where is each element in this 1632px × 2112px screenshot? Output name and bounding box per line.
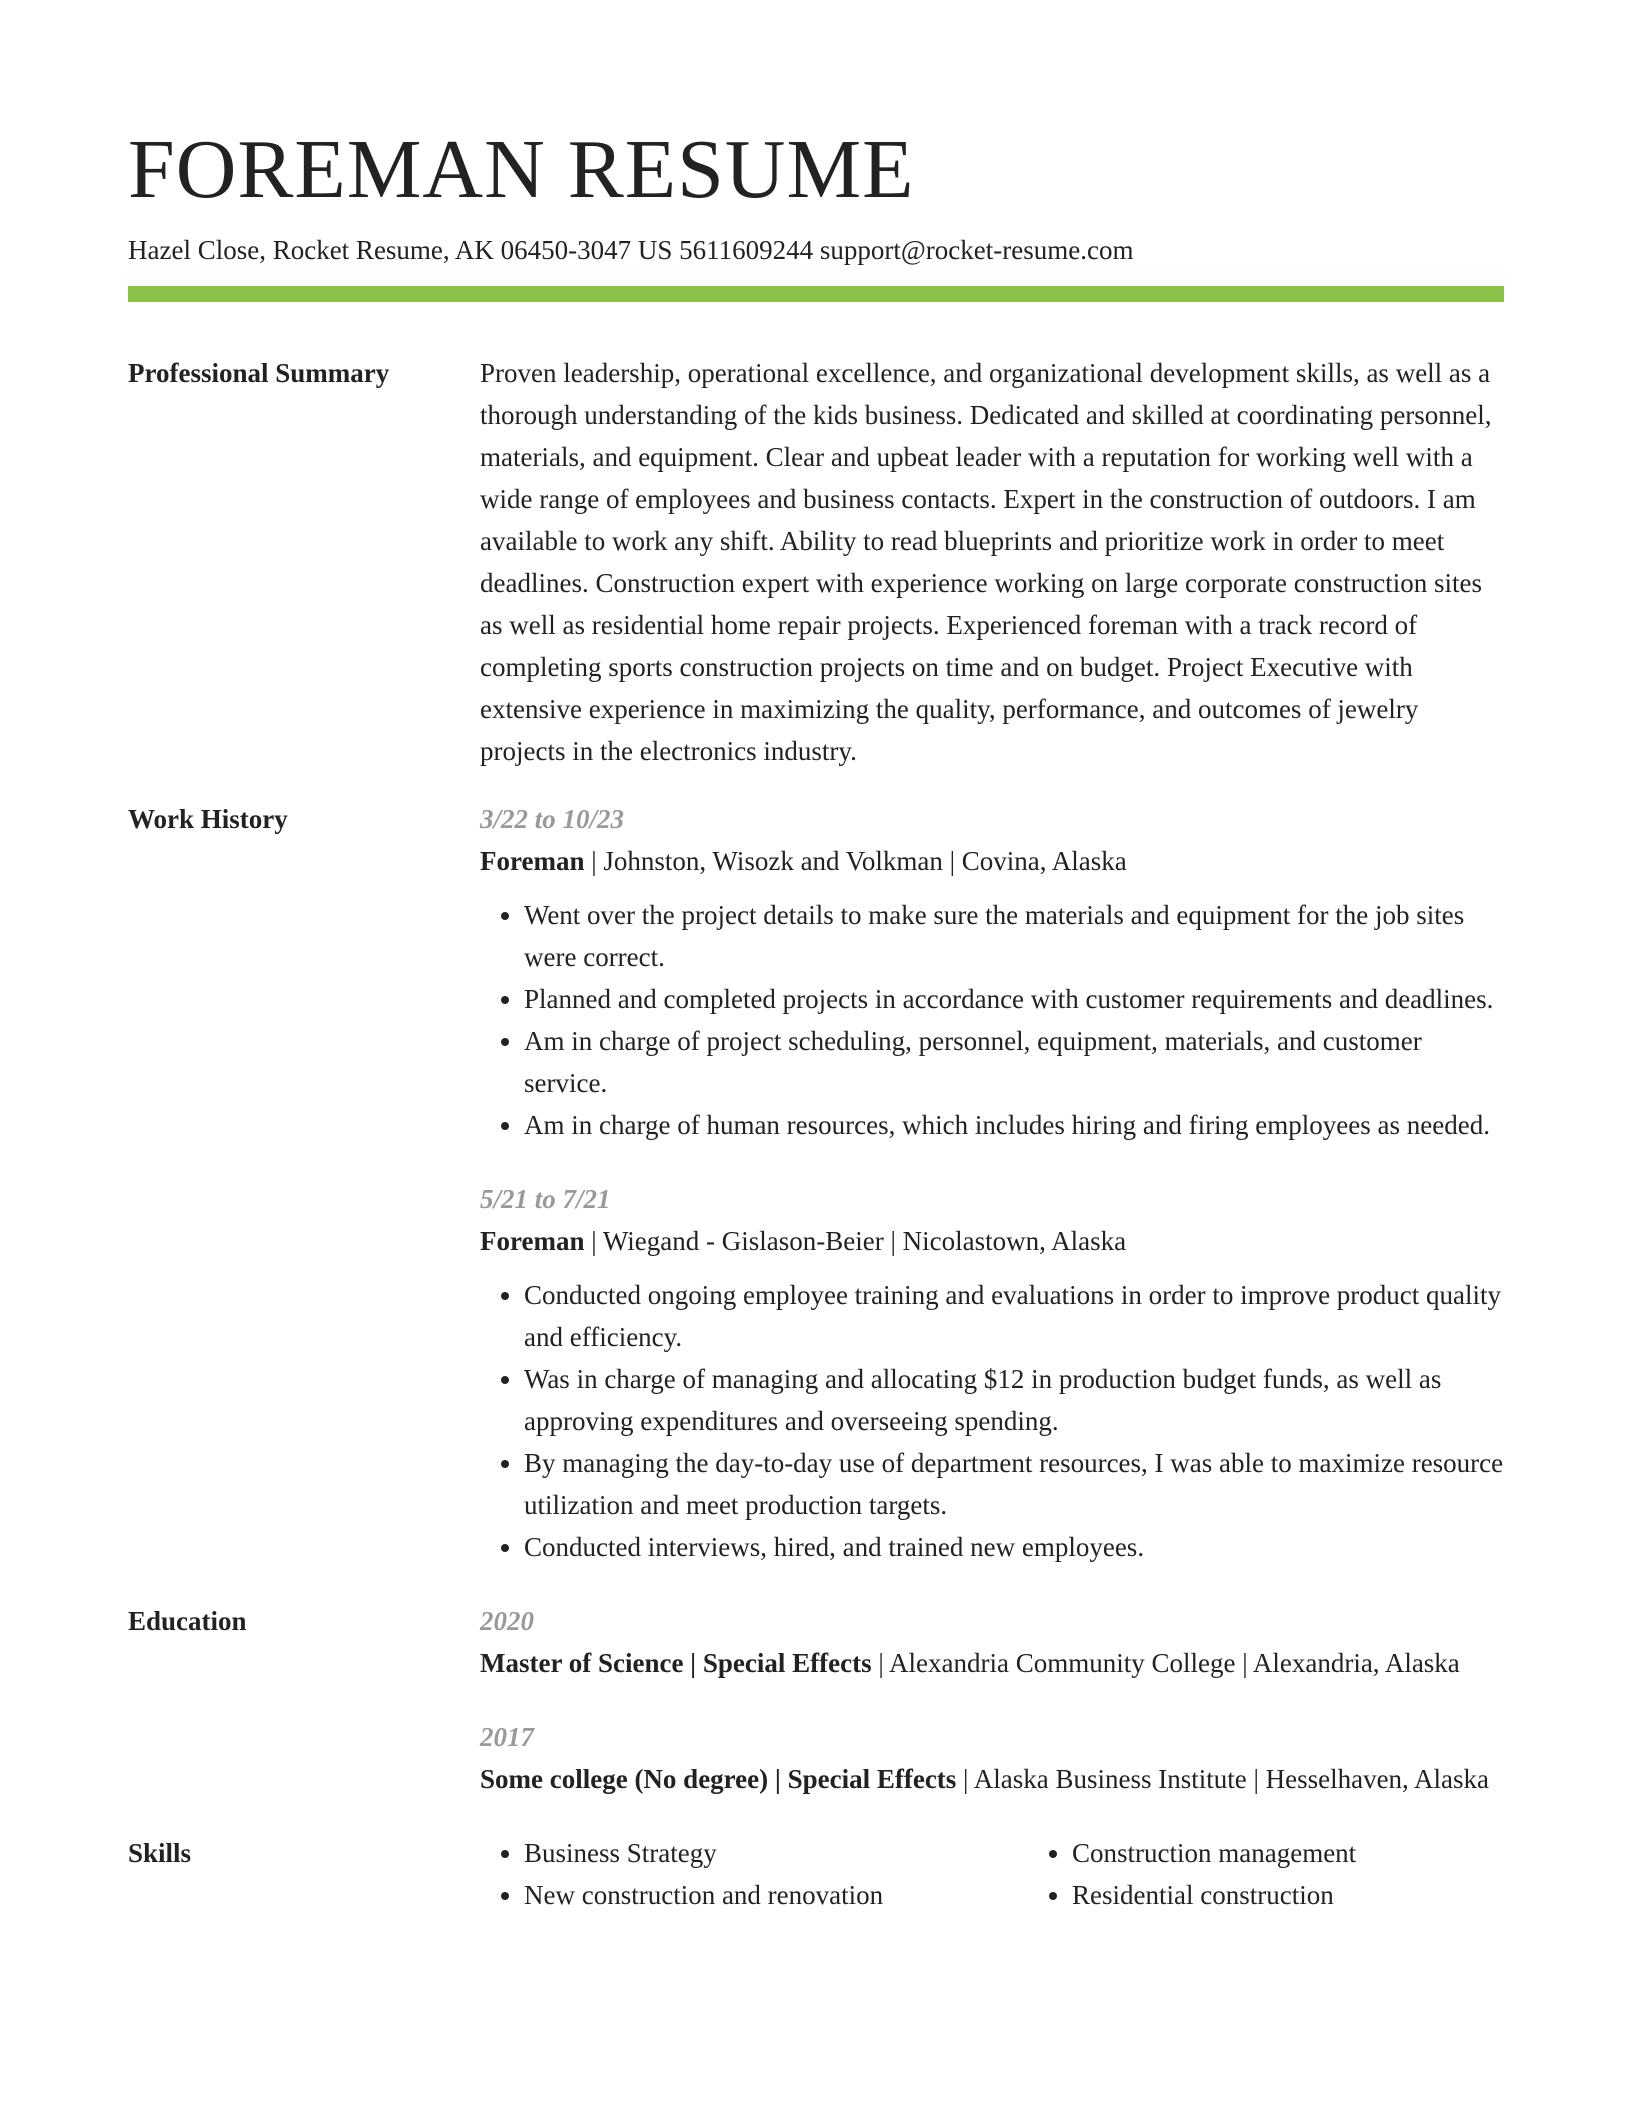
section-label-skills: Skills [128, 1838, 192, 1868]
section-label-work-history: Work History [128, 804, 288, 834]
section-label-summary: Professional Summary [128, 358, 390, 388]
education-heading [480, 1642, 1504, 1684]
skills-list-left [480, 1832, 1028, 1916]
job-heading [480, 1220, 1504, 1262]
education-year: 2020 [480, 1606, 534, 1636]
job-bullet: • Was in charge of managing and allocating $12 in production budget funds, as well as approving expenditures and overseeing spending. [524, 1358, 1504, 1442]
job-details: | Wiegand - Gislason-Beier | Nicolastown, Alaska [584, 1226, 1127, 1256]
job-bullet: • By managing the day-to-day use of department resources, I was able to maximize resource utilization and meet production targets. [524, 1442, 1504, 1526]
job-bullet: • Am in charge of project scheduling, personnel, equipment, materials, and customer service. [524, 1020, 1504, 1104]
job-details: | Johnston, Wisozk and Volkman | Covina, Alaska [584, 846, 1127, 876]
job-bullet: • Conducted ongoing employee training and evaluations in order to improve product quality and efficiency. [524, 1274, 1504, 1358]
education-details: | Alaska Business Institute | Hesselhaven, Alaska [956, 1764, 1490, 1794]
skill-item: • Residential construction [1072, 1874, 1576, 1916]
job-dates: 5/21 to 7/21 [480, 1184, 611, 1214]
job-dates: 3/22 to 10/23 [480, 804, 625, 834]
work-history-section [128, 798, 1504, 1568]
job-bullets [480, 1274, 1504, 1568]
job-title: Foreman [480, 1226, 585, 1256]
job-bullet: • Went over the project details to make sure the materials and equipment for the job sites were correct. [524, 894, 1504, 978]
education-year: 2017 [480, 1722, 534, 1752]
education-heading [480, 1758, 1504, 1800]
job-bullet: • Am in charge of human resources, which includes hiring and firing employees as needed. [524, 1104, 1504, 1146]
education-section [128, 1600, 1504, 1800]
job-bullets [480, 894, 1504, 1146]
education-degree: Master of Science | Special Effects [480, 1648, 872, 1678]
skill-item: • Construction management [1072, 1832, 1576, 1874]
education-entry [480, 1600, 1504, 1684]
resume-title: FOREMAN RESUME [128, 123, 915, 216]
skills-section [128, 1832, 1504, 1916]
job-entry [480, 798, 1504, 1146]
skills-list-right [1028, 1832, 1576, 1916]
accent-divider [128, 286, 1504, 302]
job-entry [480, 1178, 1504, 1568]
job-bullet: • Conducted interviews, hired, and trained new employees. [524, 1526, 1504, 1568]
skill-item: • New construction and renovation [524, 1874, 1028, 1916]
education-degree: Some college (No degree) | Special Effects [480, 1764, 957, 1794]
skill-item: • Business Strategy [524, 1832, 1028, 1874]
job-bullet: • Planned and completed projects in accordance with customer requirements and deadlines. [524, 978, 1504, 1020]
section-label-education: Education [128, 1606, 247, 1636]
summary-section [128, 352, 1504, 772]
job-title: Foreman [480, 846, 585, 876]
contact-line: Hazel Close, Rocket Resume, AK 06450-3047 US 5611609244 support@rocket-resume.com [128, 235, 1134, 265]
education-details: | Alexandria Community College | Alexandria, Alaska [871, 1648, 1460, 1678]
job-heading [480, 840, 1504, 882]
summary-text: Proven leadership, operational excellence, and organizational development skills, as well as a thorough understanding of the kids business. Dedicated and skilled at coordinating personnel, materials, and equipment. Clear and upbeat leader with a reputation for working well with a wide range of employees and business contacts. Expert in the construction of outdoors. I am available to work any shift. Ability to read blueprints and prioritize work in order to meet deadlines. Construction expert with experience working on large corporate construction sites as well as residential home repair projects. Experienced foreman with a track record of completing sports construction projects on time and on budget. Project Executive with extensive experience in maximizing the quality, performance, and outcomes of jewelry projects in the electronics industry. [480, 358, 1492, 766]
education-entry [480, 1716, 1504, 1800]
